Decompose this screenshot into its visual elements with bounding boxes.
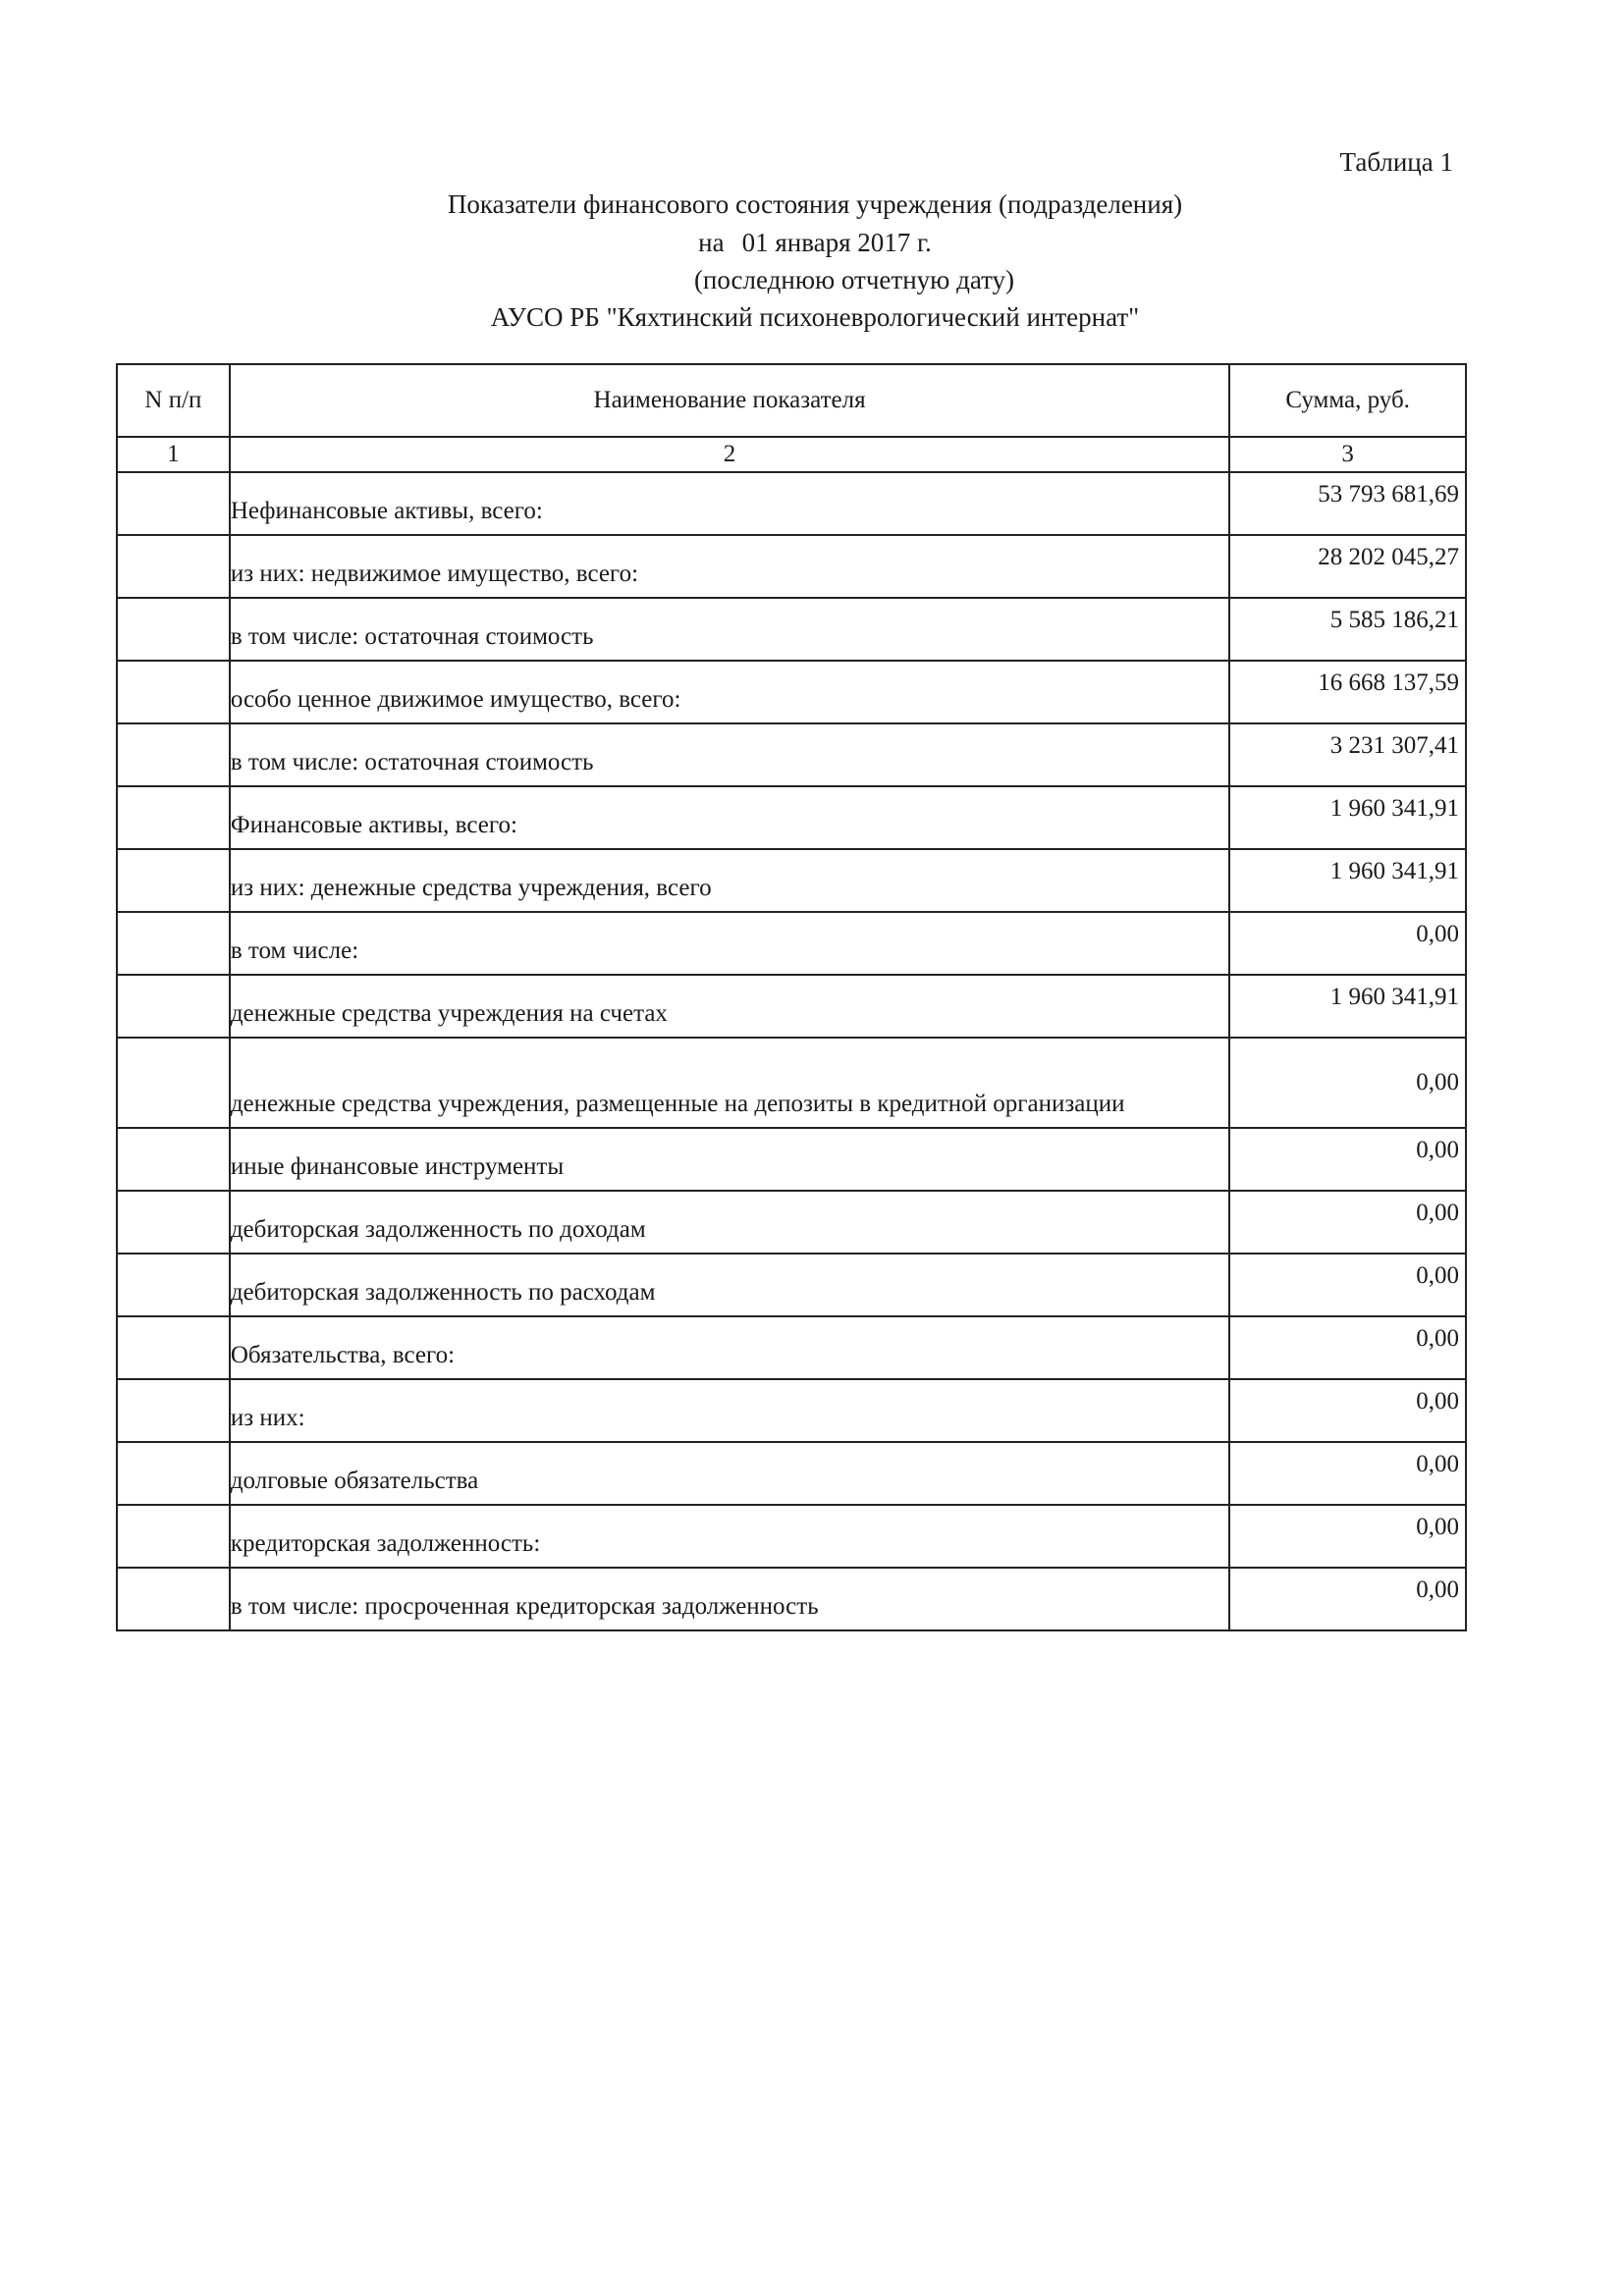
indicator-amount: 0,00 — [1229, 1568, 1466, 1630]
table-row — [117, 1568, 1466, 1630]
row-number-cell — [117, 1191, 230, 1254]
indicator-amount: 0,00 — [1229, 1038, 1466, 1128]
indicator-name: иные финансовые инструменты — [230, 1128, 1229, 1191]
header-amount: Сумма, руб. — [1229, 364, 1466, 437]
table-row — [117, 912, 1466, 975]
indicator-amount: 53 793 681,69 — [1229, 472, 1466, 535]
indicator-amount: 3 231 307,41 — [1229, 723, 1466, 786]
indicator-amount: 0,00 — [1229, 1379, 1466, 1442]
indicator-amount: 0,00 — [1229, 912, 1466, 975]
row-number-cell — [117, 1316, 230, 1379]
row-number-cell — [117, 1128, 230, 1191]
row-number-cell — [117, 1254, 230, 1316]
institution-name: АУСО РБ "Кяхтинский психоневрологический интернат" — [490, 302, 1140, 332]
document-title: Показатели финансового состояния учреждения (подразделения) — [447, 189, 1183, 219]
indicator-name: из них: — [230, 1379, 1229, 1442]
indicator-amount: 0,00 — [1229, 1442, 1466, 1505]
indicator-name: из них: денежные средства учреждения, всего — [230, 849, 1229, 912]
indicator-amount: 1 960 341,91 — [1229, 975, 1466, 1038]
indicator-name: в том числе: остаточная стоимость — [230, 598, 1229, 661]
indicator-name: дебиторская задолженность по доходам — [230, 1191, 1229, 1254]
indicator-amount: 1 960 341,91 — [1229, 849, 1466, 912]
table-row — [117, 1254, 1466, 1316]
indicator-amount: 0,00 — [1229, 1505, 1466, 1568]
table-header-row — [117, 364, 1466, 437]
row-number-cell — [117, 661, 230, 723]
table-row — [117, 1379, 1466, 1442]
column-number: 3 — [1229, 437, 1466, 472]
table-row — [117, 1505, 1466, 1568]
row-number-cell — [117, 1038, 230, 1128]
row-number-cell — [117, 1505, 230, 1568]
report-date-note: (последнюю отчетную дату) — [693, 265, 1015, 294]
table-row — [117, 472, 1466, 535]
table-row — [117, 661, 1466, 723]
indicator-name: кредиторская задолженность: — [230, 1505, 1229, 1568]
table-row — [117, 975, 1466, 1038]
row-number-cell — [117, 1379, 230, 1442]
indicator-name: долговые обязательства — [230, 1442, 1229, 1505]
indicator-name: денежные средства учреждения на счетах — [230, 975, 1229, 1038]
table-row — [117, 849, 1466, 912]
header-indicator-name: Наименование показателя — [230, 364, 1229, 437]
indicator-name: особо ценное движимое имущество, всего: — [230, 661, 1229, 723]
table-row — [117, 1442, 1466, 1505]
row-number-cell — [117, 1442, 230, 1505]
date-prefix: на — [698, 228, 725, 257]
indicator-name: в том числе: просроченная кредиторская задолженность — [230, 1568, 1229, 1630]
row-number-cell — [117, 535, 230, 598]
indicator-amount: 0,00 — [1229, 1316, 1466, 1379]
table-row — [117, 723, 1466, 786]
indicator-name: в том числе: остаточная стоимость — [230, 723, 1229, 786]
indicator-name: в том числе: — [230, 912, 1229, 975]
indicator-name: денежные средства учреждения, размещенные на депозиты в кредитной организации — [230, 1038, 1229, 1128]
row-number-cell — [117, 1568, 230, 1630]
indicator-amount: 28 202 045,27 — [1229, 535, 1466, 598]
indicator-amount: 0,00 — [1229, 1254, 1466, 1316]
table-row — [117, 1128, 1466, 1191]
report-date: 01 января 2017 г. — [741, 228, 932, 257]
indicator-name: Нефинансовые активы, всего: — [230, 472, 1229, 535]
row-number-cell — [117, 849, 230, 912]
financial-indicators-table — [116, 363, 1467, 1631]
column-number-row — [117, 437, 1466, 472]
row-number-cell — [117, 598, 230, 661]
indicator-name: Обязательства, всего: — [230, 1316, 1229, 1379]
table-row — [117, 1316, 1466, 1379]
column-number: 1 — [117, 437, 230, 472]
indicator-name: из них: недвижимое имущество, всего: — [230, 535, 1229, 598]
table-row — [117, 598, 1466, 661]
table-row — [117, 1038, 1466, 1128]
row-number-cell — [117, 975, 230, 1038]
indicator-name: дебиторская задолженность по расходам — [230, 1254, 1229, 1316]
column-number: 2 — [230, 437, 1229, 472]
header-number: N п/п — [117, 364, 230, 437]
row-number-cell — [117, 472, 230, 535]
report-date-line — [324, 228, 1306, 258]
table-row — [117, 786, 1466, 849]
table-row — [117, 535, 1466, 598]
indicator-amount: 5 585 186,21 — [1229, 598, 1466, 661]
row-number-cell — [117, 912, 230, 975]
indicator-amount: 0,00 — [1229, 1128, 1466, 1191]
table-row — [117, 1191, 1466, 1254]
row-number-cell — [117, 723, 230, 786]
indicator-amount: 16 668 137,59 — [1229, 661, 1466, 723]
indicator-name: Финансовые активы, всего: — [230, 786, 1229, 849]
indicator-amount: 1 960 341,91 — [1229, 786, 1466, 849]
indicator-amount: 0,00 — [1229, 1191, 1466, 1254]
table-label: Таблица 1 — [1339, 147, 1453, 177]
row-number-cell — [117, 786, 230, 849]
